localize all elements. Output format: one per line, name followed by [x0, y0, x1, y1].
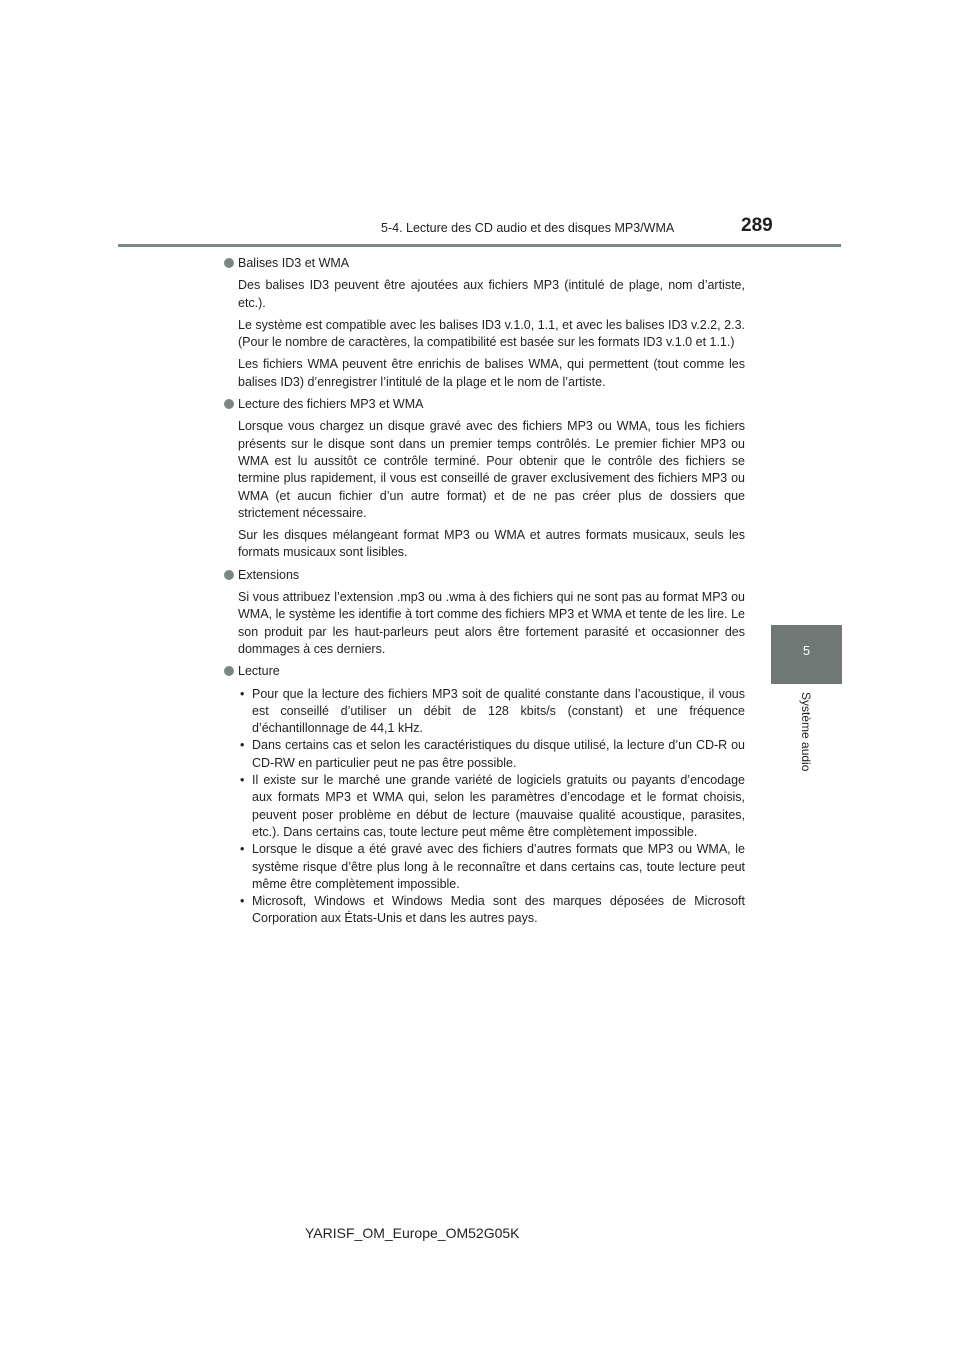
bullet-icon [224, 258, 234, 268]
chapter-side-label [799, 692, 815, 802]
paragraph: Si vous attribuez l’extension .mp3 ou .wma à des fichiers qui ne sont pas au format MP3 ou WMA, le système les identifie à tort comme des fichiers MP3 et WMA et tente de les lire. Le son produit par les haut-parleurs peut alors être fortement parasité et occasionner des dommages à ces derniers. [238, 590, 745, 656]
chapter-side-label-text: Système audio [799, 692, 813, 772]
list-dot-icon: • [240, 842, 245, 857]
section-heading-text: Lecture [238, 664, 280, 679]
list-item [238, 841, 745, 893]
page-number: 289 [741, 215, 773, 236]
list-item-text: Microsoft, Windows et Windows Media sont des marques déposées de Microsoft Corporation aux États-Unis et dans les autres pays. [252, 894, 745, 926]
section-heading [224, 396, 745, 413]
list-dot-icon: • [240, 773, 245, 788]
paragraph: Lorsque vous chargez un disque gravé avec des fichiers MP3 ou WMA, tous les fichiers présents sur le disque sont dans un premier temps contrôlés. Le premier fichier MP3 ou WMA est lu aussitôt ce contrôle terminé. Pour obtenir que le contrôle des fichiers se termine plus rapidement, il vous est conseillé de graver exclusivement des fichiers MP3 ou WMA (et aucun fichier d’un autre format) et de ne pas créer plus de dossiers que strictement nécessaire. [238, 419, 745, 520]
section-heading-text: Extensions [238, 567, 300, 582]
section-extensions [224, 567, 745, 658]
list-item [238, 772, 745, 841]
paragraph: Sur les disques mélangeant format MP3 ou WMA et autres formats musicaux, seuls les formats musicaux sont lisibles. [238, 528, 745, 560]
chapter-tab [771, 625, 842, 684]
section-heading-text: Lecture des fichiers MP3 et WMA [238, 397, 424, 412]
section-heading [224, 567, 745, 584]
list-item [238, 893, 745, 928]
section-heading [224, 663, 745, 680]
section-mp3-wma-playback [224, 396, 745, 562]
section-heading-text: Balises ID3 et WMA [238, 256, 350, 270]
list-item-text: Pour que la lecture des fichiers MP3 soit de qualité constante dans l’acoustique, il vous est conseillé d’utiliser un débit de 128 kbits/s (constant) et une fréquence d’échantillonnage de 44,1 kHz. [252, 686, 745, 736]
paragraph: Des balises ID3 peuvent être ajoutées aux fichiers MP3 (intitulé de plage, nom d’artiste, etc.). [238, 278, 745, 310]
list-item [238, 737, 745, 772]
list-dot-icon: • [240, 894, 245, 909]
list-item-text: Dans certains cas et selon les caractéristiques du disque utilisé, la lecture d’un CD-R ou CD-RW en particulier peut ne pas être possible. [252, 738, 745, 770]
document-code: YARISF_OM_Europe_OM52G05K [305, 1225, 520, 1241]
bullet-icon [224, 570, 234, 580]
section-heading [224, 255, 745, 272]
running-header-section-title: 5-4. Lecture des CD audio et des disques MP3/WMA [381, 221, 675, 235]
playback-notes-list [238, 686, 745, 928]
page-body [224, 255, 745, 928]
chapter-tab-number: 5 [802, 643, 811, 658]
paragraph: Le système est compatible avec les balises ID3 v.1.0, 1.1, et avec les balises ID3 v.2.2, 2.3. (Pour le nombre de caractères, la compatibilité est basée sur les formats ID3 v.1.0 et 1.1.) [238, 317, 745, 350]
paragraph: Les fichiers WMA peuvent être enrichis de balises WMA, qui permettent (tout comme les balises ID3) d’enregistrer l’intitulé de la plage et le nom de l’artiste. [238, 357, 745, 389]
bullet-icon [224, 399, 234, 409]
list-item [238, 686, 745, 738]
list-item-text: Lorsque le disque a été gravé avec des fichiers d’autres formats que MP3 ou WMA, le système risque d’être plus long à le reconnaître et dans certains cas, toute lecture peut même être complètement impossible. [252, 842, 745, 891]
list-item-text: Il existe sur le marché une grande variété de logiciels gratuits ou payants d’encodage aux formats MP3 et WMA qui, selon les paramètres d’encodage et le format choisis, peuvent poser problème en début de lecture (mauvaise qualité acoustique, parasites, etc.). Dans certains cas, toute lecture peut même être complètement impossible. [252, 773, 745, 839]
bullet-icon [224, 666, 234, 676]
list-dot-icon: • [240, 686, 245, 701]
list-dot-icon: • [240, 738, 245, 753]
header-divider [118, 244, 841, 247]
section-playback [224, 663, 745, 927]
section-id3-tags [224, 255, 745, 391]
